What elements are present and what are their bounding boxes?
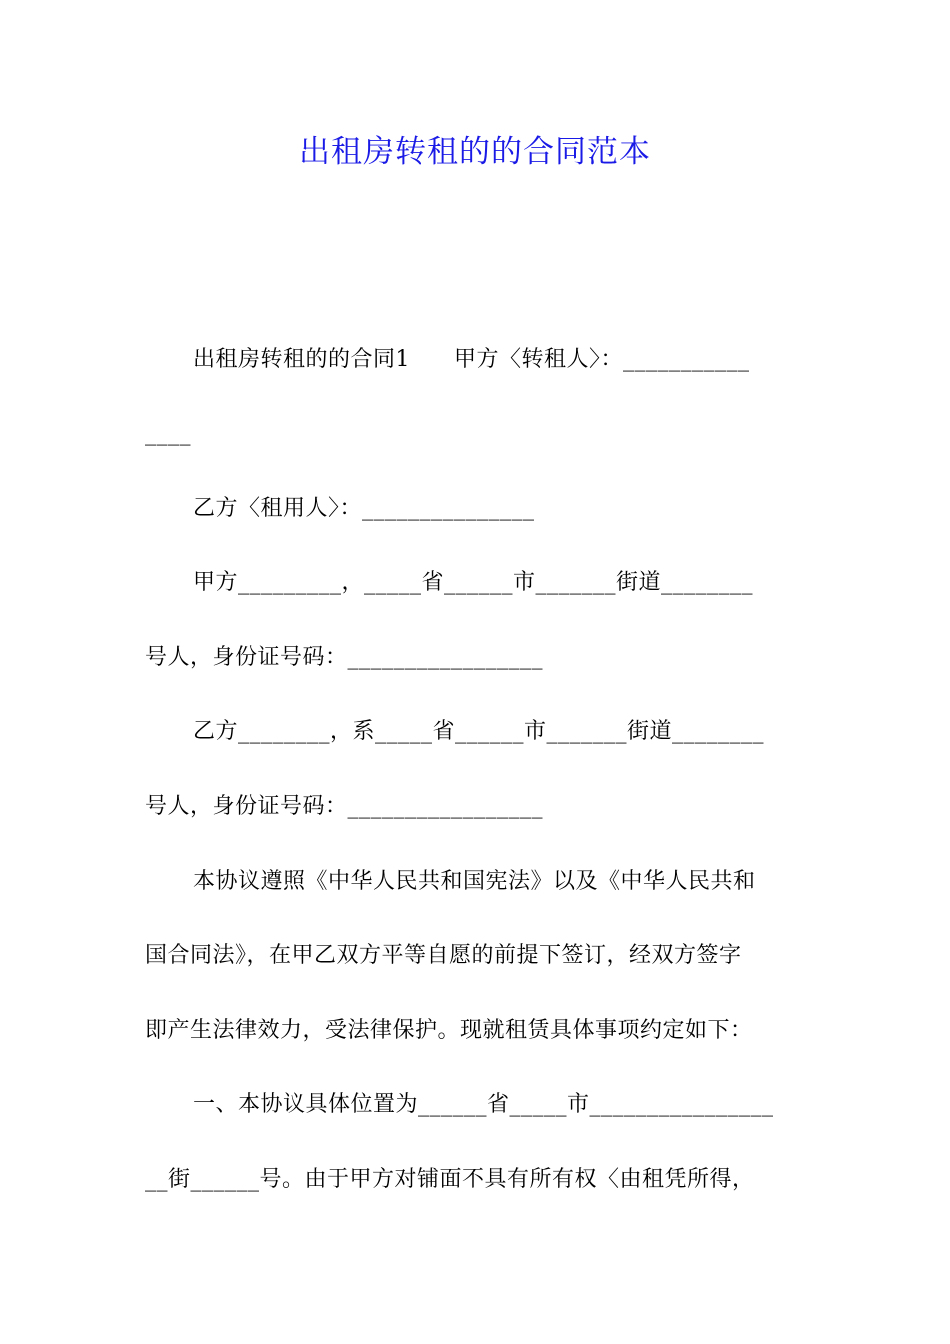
contract-heading: 出租房转租的的合同1 xyxy=(193,347,410,372)
party-a-transferor: 甲方〈转租人〉：___________ xyxy=(454,347,750,372)
document-title: 出租房转租的的合同范本 xyxy=(299,134,651,170)
text-line-3: 乙方〈租用人〉：_______________ xyxy=(193,496,535,521)
text-line-7: 号人，身份证号码：_________________ xyxy=(145,794,544,819)
text-line-5: 号人，身份证号码：_________________ xyxy=(145,645,544,670)
text-line-6: 乙方________，系_____省______市_______街道________ xyxy=(193,719,765,744)
text-line-12: __街______号。由于甲方对铺面不具有所有权〈由租凭所得， xyxy=(145,1167,755,1192)
text-line-8: 本协议遵照《中华人民共和国宪法》以及《中华人民共和 xyxy=(193,869,756,894)
text-line-4: 甲方_________，_____省______市_______街道________ xyxy=(193,570,754,595)
text-line-1 xyxy=(193,344,810,376)
text-line-10: 即产生法律效力，受法律保护。现就租赁具体事项约定如下： xyxy=(145,1018,753,1043)
text-line-2: ____ xyxy=(145,421,191,446)
text-line-9: 国合同法》，在甲乙双方平等自愿的前提下签订，经双方签字 xyxy=(145,943,742,968)
text-line-11: 一、本协议具体位置为______省_____市________________ xyxy=(193,1092,774,1117)
